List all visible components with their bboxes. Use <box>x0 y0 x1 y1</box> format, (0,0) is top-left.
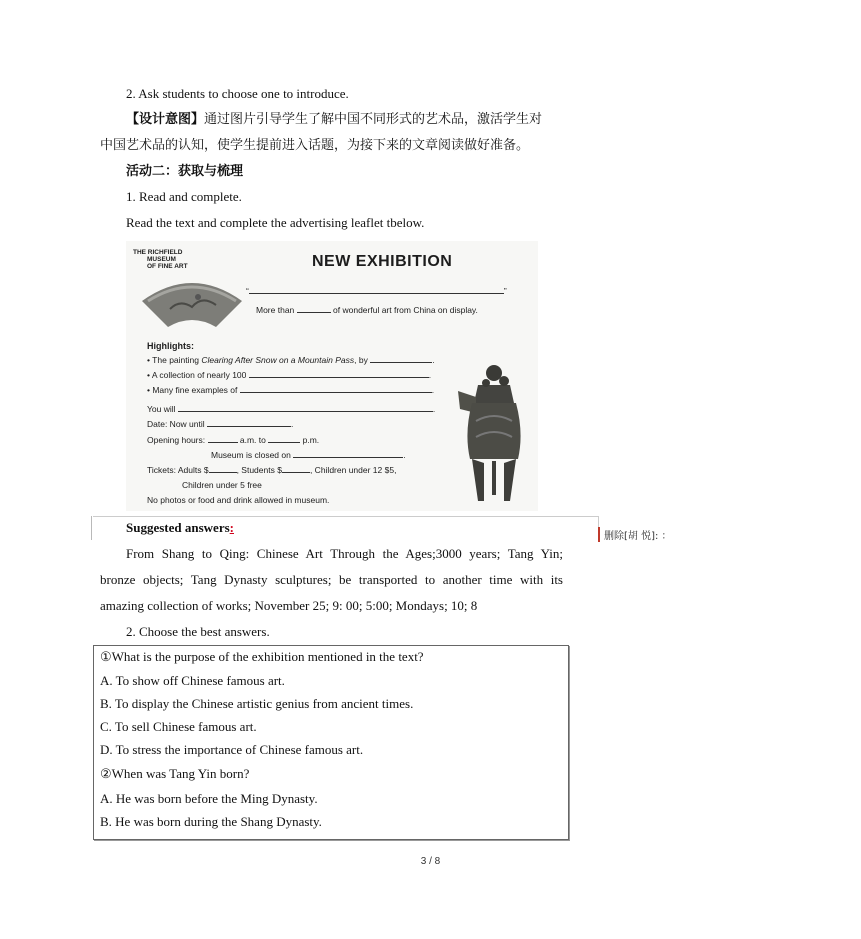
highlight-2: • A collection of nearly 100 . <box>147 370 432 380</box>
question-1-option-a: A. To show off Chinese famous art. <box>100 673 285 688</box>
page-number: 3 / 8 <box>420 856 441 867</box>
tickets-adults-label: Tickets: Adults $ <box>147 465 209 475</box>
art-on-display-text: of wonderful art from China on display. <box>333 305 478 315</box>
leaflet-title: NEW EXHIBITION <box>312 253 453 270</box>
activity-2-title: 活动二：获取与梳理 <box>126 163 244 178</box>
no-photos-text: No photos or food and drink allowed in museum. <box>147 495 330 505</box>
open-quote: “ <box>246 286 249 296</box>
design-intent-text-1: 通过图片引导学生了解中国不同形式的艺术品，激活学生对 <box>204 111 543 126</box>
you-will-label: You will <box>147 404 176 414</box>
opening-hours-label: Opening hours: <box>147 435 206 445</box>
highlight-1-prefix: • The painting <box>147 355 202 365</box>
date-line: Date: Now until . <box>147 419 294 429</box>
task-2-title: 2. Choose the best answers. <box>126 624 270 639</box>
am-to-label: a.m. to <box>239 435 266 445</box>
tickets-students-label: , Students $ <box>236 465 282 475</box>
highlight-1-by: , by <box>354 355 368 365</box>
question-2: ②When was Tang Yin born? <box>100 766 250 781</box>
question-2-option-a: A. He was born before the Ming Dynasty. <box>100 791 318 806</box>
question-1: ①What is the purpose of the exhibition mentioned in the text? <box>100 649 424 664</box>
exhibition-name-blank <box>246 286 507 296</box>
highlight-2-text: • A collection of nearly 100 <box>147 370 247 380</box>
tickets-line <box>147 465 396 475</box>
more-than-line <box>256 305 478 315</box>
closed-day-line: Museum is closed on . <box>211 450 406 460</box>
task-1-instruction: Read the text and complete the advertising leaflet tbelow. <box>126 215 425 230</box>
closed-on-label: Museum is closed on <box>211 450 291 460</box>
question-1-option-c: C. To sell Chinese famous art. <box>100 719 257 734</box>
question-1-option-b: B. To display the Chinese artistic genius from ancient times. <box>100 696 414 711</box>
suggested-answers-label: Suggested answers <box>126 520 230 535</box>
museum-logo-line-3: OF FINE ART <box>147 263 188 270</box>
deleted-colon-mark: : <box>229 520 234 535</box>
answers-line-2: bronze objects; Tang Dynasty sculptures; be transported to another time with its <box>100 572 563 587</box>
question-1-option-d: D. To stress the importance of Chinese famous art. <box>100 742 364 757</box>
comment-anchor-tick <box>91 516 92 540</box>
fan-painting-illustration <box>140 279 244 329</box>
highlight-3-text: • Many fine examples of <box>147 385 238 395</box>
answers-line-3: amazing collection of works; November 25; 9: 00; 5:00; Mondays; 10; 8 <box>100 598 478 613</box>
design-intent-label: 【设计意图】 <box>126 111 205 126</box>
question-2-option-b: B. He was born during the Shang Dynasty. <box>100 814 322 829</box>
revision-comment[interactable]: 删除[胡 悦]: ： <box>598 527 672 542</box>
pm-label: p.m. <box>302 435 320 445</box>
bronze-vessel-illustration <box>454 363 534 505</box>
close-quote: ” <box>503 286 507 296</box>
more-than-label: More than <box>256 305 295 315</box>
suggested-answers-heading <box>126 519 234 537</box>
highlight-3: • Many fine examples of . <box>147 385 435 395</box>
museum-logo-line-2: MUSEUM <box>147 256 176 263</box>
museum-logo-line-1: THE RICHFIELD <box>133 249 183 256</box>
design-intent-paragraph <box>126 110 542 128</box>
task-1-title: 1. Read and complete. <box>126 189 242 204</box>
design-intent-text-2: 中国艺术品的认知，使学生提前进入话题，为接下来的文章阅读做好准备。 <box>100 137 530 152</box>
you-will-line: You will . <box>147 404 436 414</box>
step-2-text: 2. Ask students to choose one to introduce. <box>126 86 349 101</box>
date-label: Date: Now until <box>147 419 205 429</box>
answers-line-1: From Shang to Qing: Chinese Art Through the Ages;3000 years; Tang Yin; <box>126 546 563 561</box>
highlight-1: • The painting Clearing After Snow on a Mountain Pass, by . <box>147 355 435 365</box>
painting-title: Clearing After Snow on a Mountain Pass <box>201 355 355 365</box>
tickets-children-label: , Children under 12 $5, <box>309 465 397 475</box>
museum-logo <box>133 249 188 270</box>
highlights-heading: Highlights: <box>147 341 194 351</box>
advertising-leaflet-image <box>126 241 538 511</box>
opening-hours-line <box>147 435 319 445</box>
children-under-5-text: Children under 5 free <box>182 480 262 490</box>
